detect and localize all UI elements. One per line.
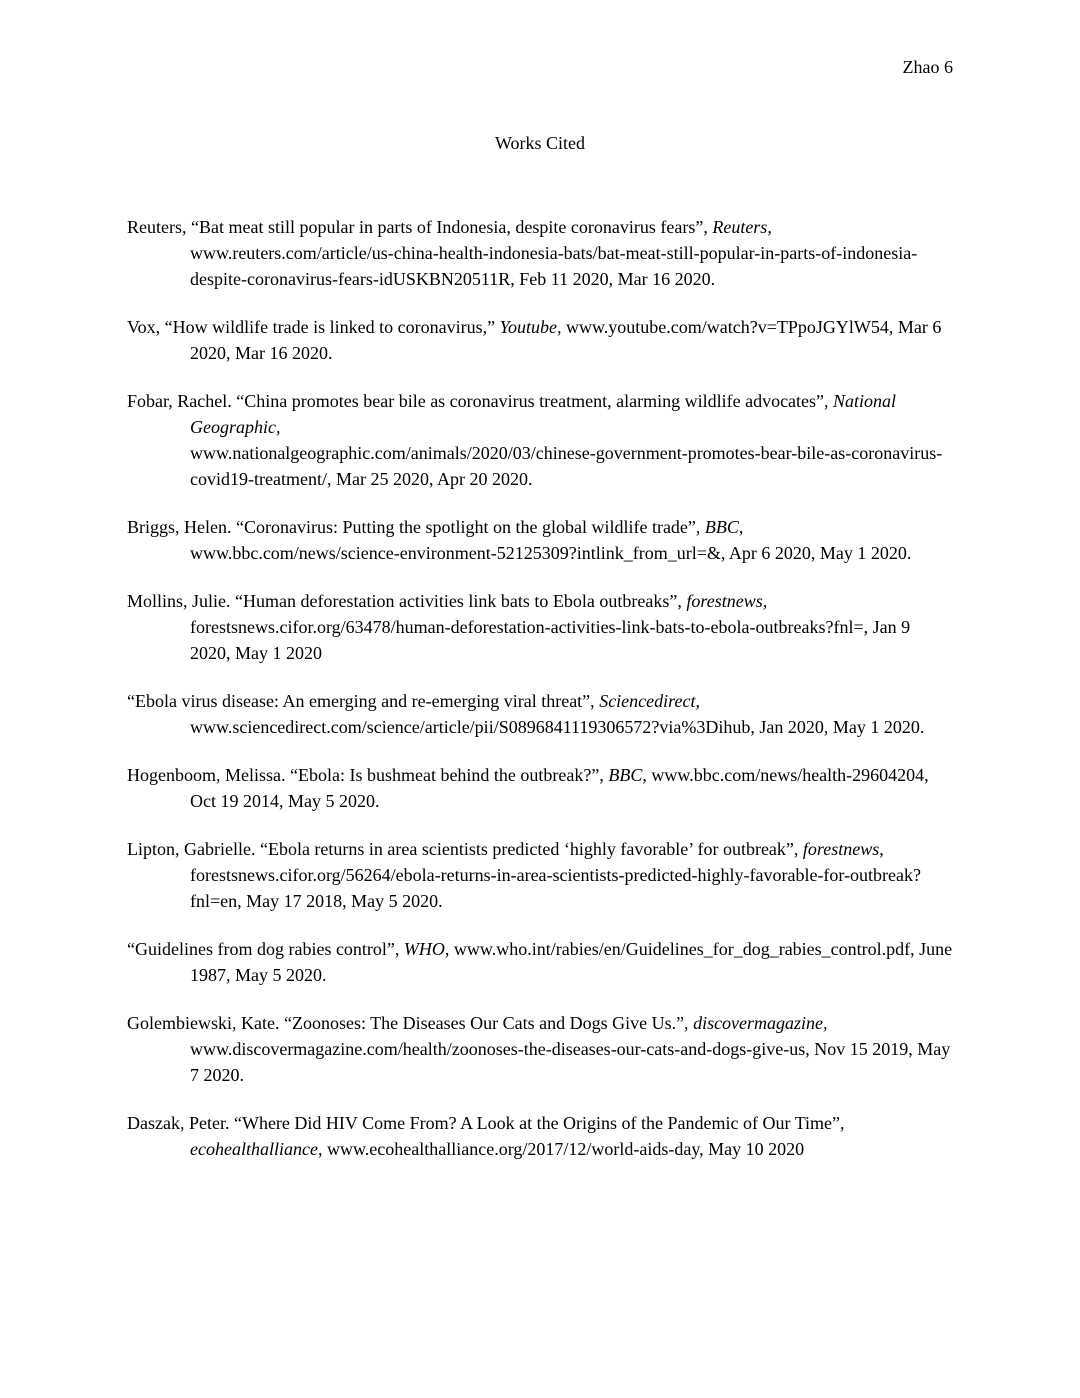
citation-text: www.bbc.com/news/science-environment-52125309?intlink_from_url=&, Apr 6 2020, May 1 2020.: [190, 543, 912, 563]
header-author-page-number: Zhao 6: [902, 57, 953, 77]
citation-text: Mollins, Julie. “Human deforestation activities link bats to Ebola outbreaks”,: [127, 591, 687, 611]
citation: [127, 588, 953, 666]
citation-source-title: Youtube,: [499, 317, 562, 337]
citation-text: Hogenboom, Melissa. “Ebola: Is bushmeat behind the outbreak?”,: [127, 765, 609, 785]
citation-text: www.who.int/rabies/en/Guidelines_for_dog_rabies_control.pdf, June 1987, May 5 2020.: [190, 939, 953, 985]
citation-source-title: BBC: [608, 765, 643, 785]
citation-text: Golembiewski, Kate. “Zoonoses: The Diseases Our Cats and Dogs Give Us.”,: [127, 1013, 694, 1033]
citation-source-title: discovermagazine,: [693, 1013, 828, 1033]
citation-text: www.reuters.com/article/us-china-health-indonesia-bats/bat-meat-still-popular-in-parts-of-indonesia-despite-coronavirus-fears-idUSKBN20511R, Feb 11 2020, Mar 16 2020.: [190, 243, 918, 289]
citation-source-title: BBC,: [704, 517, 744, 537]
citation: [127, 214, 953, 292]
citation-text: “Ebola virus disease: An emerging and re-emerging viral threat”,: [127, 691, 600, 711]
citation-source-title: ecohealthalliance: [190, 1139, 318, 1159]
citation-text: forestsnews.cifor.org/63478/human-deforestation-activities-link-bats-to-ebola-outbreaks?fnl=, Jan 9 2020, May 1 2020: [190, 617, 911, 663]
citation-text: Reuters, “Bat meat still popular in parts of Indonesia, despite coronavirus fears”,: [127, 217, 713, 237]
citation-text: , forestsnews.cifor.org/56264/ebola-returns-in-area-scientists-predicted-highly-favorable-for-outbreak?fnl=en, May 17 2018, May 5 2020.: [190, 839, 922, 911]
citation-text: , www.bbc.com/news/health-29604204, Oct 19 2014, May 5 2020.: [190, 765, 929, 811]
citation: [127, 514, 953, 566]
citation-text: Vox, “How wildlife trade is linked to coronavirus,”: [127, 317, 500, 337]
citation-text: Daszak, Peter. “Where Did HIV Come From? A Look at the Origins of the Pandemic of Our Time”,: [127, 1113, 845, 1133]
citation-source-title: WHO,: [403, 939, 450, 959]
citation: [127, 836, 953, 914]
page-title: Works Cited: [494, 133, 586, 153]
citation-source-title: Sciencedirect,: [599, 691, 700, 711]
citation: [127, 388, 953, 492]
citation-text: Lipton, Gabrielle. “Ebola returns in area scientists predicted ‘highly favorable’ for outbreak”,: [127, 839, 803, 859]
citation-source-title: Reuters,: [712, 217, 772, 237]
citation-text: , www.ecohealthalliance.org/2017/12/world-aids-day, May 10 2020: [317, 1139, 805, 1159]
page-header: [127, 56, 953, 78]
citation-text: www.sciencedirect.com/science/article/pii/S0896841119306572?via%3Dihub, Jan 2020, May 1 2020.: [190, 717, 925, 737]
citation: [127, 762, 953, 814]
citation-source-title: National Geographic,: [190, 391, 897, 437]
citation: [127, 688, 953, 740]
citation-source-title: forestnews,: [686, 591, 768, 611]
citation: [127, 936, 953, 988]
citation: [127, 1110, 953, 1162]
citation-text: www.discovermagazine.com/health/zoonoses-the-diseases-our-cats-and-dogs-give-us, Nov 15 2019, May 7 2020.: [190, 1039, 951, 1085]
citations-list: [127, 214, 953, 1162]
citation-text: Fobar, Rachel. “China promotes bear bile as coronavirus treatment, alarming wildlife advocates”,: [127, 391, 834, 411]
citation: [127, 314, 953, 366]
citation: [127, 1010, 953, 1088]
citation-text: “Guidelines from dog rabies control”,: [127, 939, 404, 959]
citation-text: www.nationalgeographic.com/animals/2020/03/chinese-government-promotes-bear-bile-as-coronavirus-covid19-treatment/, Mar 25 2020, Apr 20 2020.: [190, 443, 943, 489]
citation-text: www.youtube.com/watch?v=TPpoJGYlW54, Mar 6 2020, Mar 16 2020.: [190, 317, 942, 363]
citation-text: Briggs, Helen. “Coronavirus: Putting the spotlight on the global wildlife trade”,: [127, 517, 705, 537]
citation-source-title: forestnews: [802, 839, 880, 859]
